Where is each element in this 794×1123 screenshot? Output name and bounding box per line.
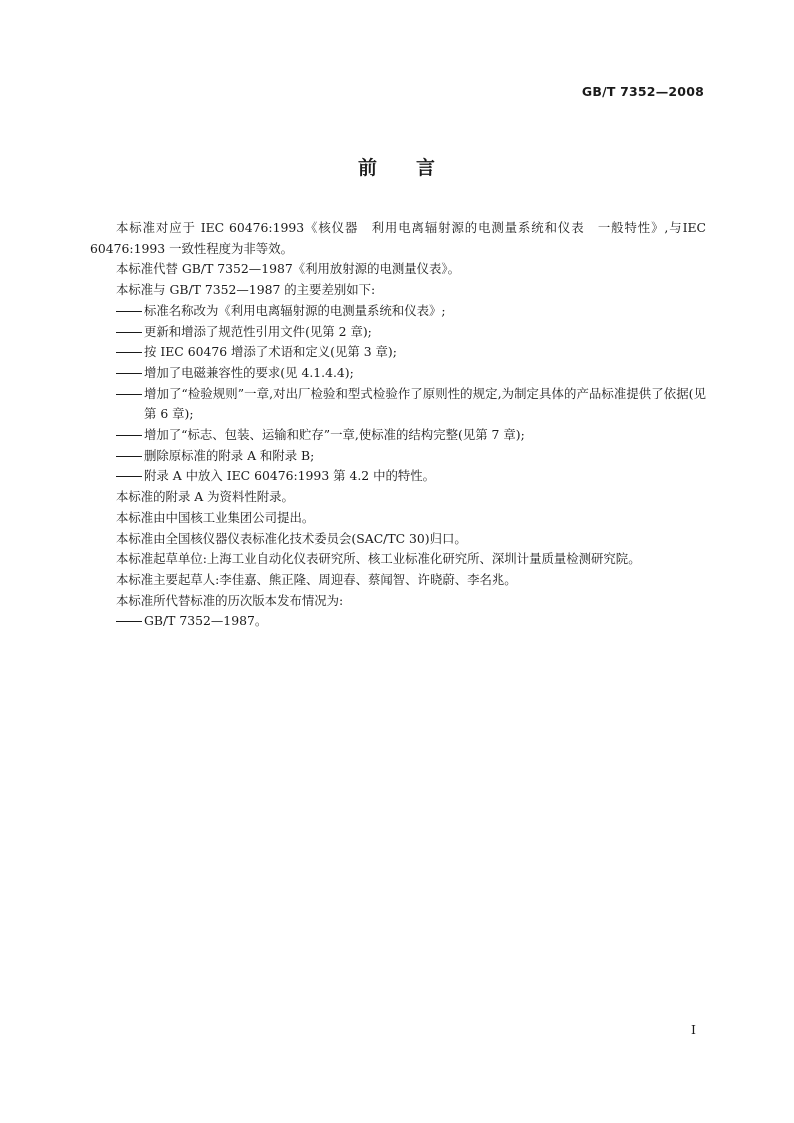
difference-item-text: 增加了电磁兼容性的要求(见 4.1.4.4); bbox=[144, 364, 354, 380]
difference-item-text: 删除原标准的附录 A 和附录 B; bbox=[144, 447, 315, 463]
differences-intro-paragraph: 本标准与 GB/T 7352—1987 的主要差别如下: bbox=[116, 282, 376, 298]
difference-item bbox=[90, 384, 706, 425]
dash-bullet bbox=[116, 621, 142, 623]
difference-item-text: 增加了“标志、包装、运输和贮存”一章,使标准的结构完整(见第 7 章); bbox=[144, 427, 525, 443]
difference-item-text: 附录 A 中放入 IEC 60476:1993 第 4.2 中的特性。 bbox=[144, 468, 436, 484]
page-number: I bbox=[691, 1022, 696, 1037]
page-title bbox=[0, 153, 794, 180]
annex-paragraph: 本标准的附录 A 为资料性附录。 bbox=[116, 489, 294, 505]
standard-number: GB/T 7352—2008 bbox=[581, 84, 704, 99]
dash-bullet bbox=[116, 394, 142, 396]
dash-bullet bbox=[116, 435, 142, 437]
dash-bullet bbox=[116, 352, 142, 354]
previous-edition-item bbox=[90, 611, 706, 632]
difference-item bbox=[90, 322, 706, 343]
difference-item bbox=[90, 301, 706, 322]
difference-item bbox=[90, 425, 706, 446]
correspondence-paragraph: 本标准对应于 IEC 60476:1993《核仪器 利用电离辐射源的电测量系统和仪表 一般特性》,与IEC 60476:1993 一致性程度为非等效。 bbox=[90, 220, 706, 256]
dash-bullet bbox=[116, 311, 142, 313]
page-title-part-1: 前 bbox=[357, 157, 378, 179]
previous-edition-text: GB/T 7352—1987。 bbox=[144, 613, 268, 629]
difference-item bbox=[90, 342, 706, 363]
drafters-paragraph: 本标准主要起草人:李佳嘉、熊正隆、周迎春、蔡闻智、许晓蔚、李名兆。 bbox=[116, 571, 517, 587]
editions-intro-paragraph: 本标准所代替标准的历次版本发布情况为: bbox=[116, 592, 344, 608]
difference-item-text: 标准名称改为《利用电离辐射源的电测量系统和仪表》; bbox=[144, 302, 446, 318]
difference-item-text: 增加了“检验规则”一章,对出厂检验和型式检验作了原则性的规定,为制定具体的产品标准提供了依据(见第 6 章); bbox=[144, 385, 706, 422]
difference-item bbox=[90, 446, 706, 467]
difference-item-text: 按 IEC 60476 增添了术语和定义(见第 3 章); bbox=[144, 344, 397, 360]
difference-item bbox=[90, 363, 706, 384]
dash-bullet bbox=[116, 456, 142, 458]
dash-bullet bbox=[116, 332, 142, 334]
proposer-paragraph: 本标准由中国核工业集团公司提出。 bbox=[116, 509, 315, 525]
dash-bullet bbox=[116, 476, 142, 478]
page-title-part-2: 言 bbox=[416, 157, 437, 179]
dash-bullet bbox=[116, 373, 142, 375]
committee-paragraph: 本标准由全国核仪器仪表标准化技术委员会(SAC/TC 30)归口。 bbox=[116, 530, 467, 546]
difference-item bbox=[90, 466, 706, 487]
difference-item-text: 更新和增添了规范性引用文件(见第 2 章); bbox=[144, 323, 372, 339]
drafting-units-paragraph: 本标准起草单位:上海工业自动化仪表研究所、核工业标准化研究所、深圳计量质量检测研究院。 bbox=[116, 551, 641, 567]
replacement-paragraph: 本标准代替 GB/T 7352—1987《利用放射源的电测量仪表》。 bbox=[116, 261, 460, 277]
foreword-body bbox=[90, 218, 706, 632]
